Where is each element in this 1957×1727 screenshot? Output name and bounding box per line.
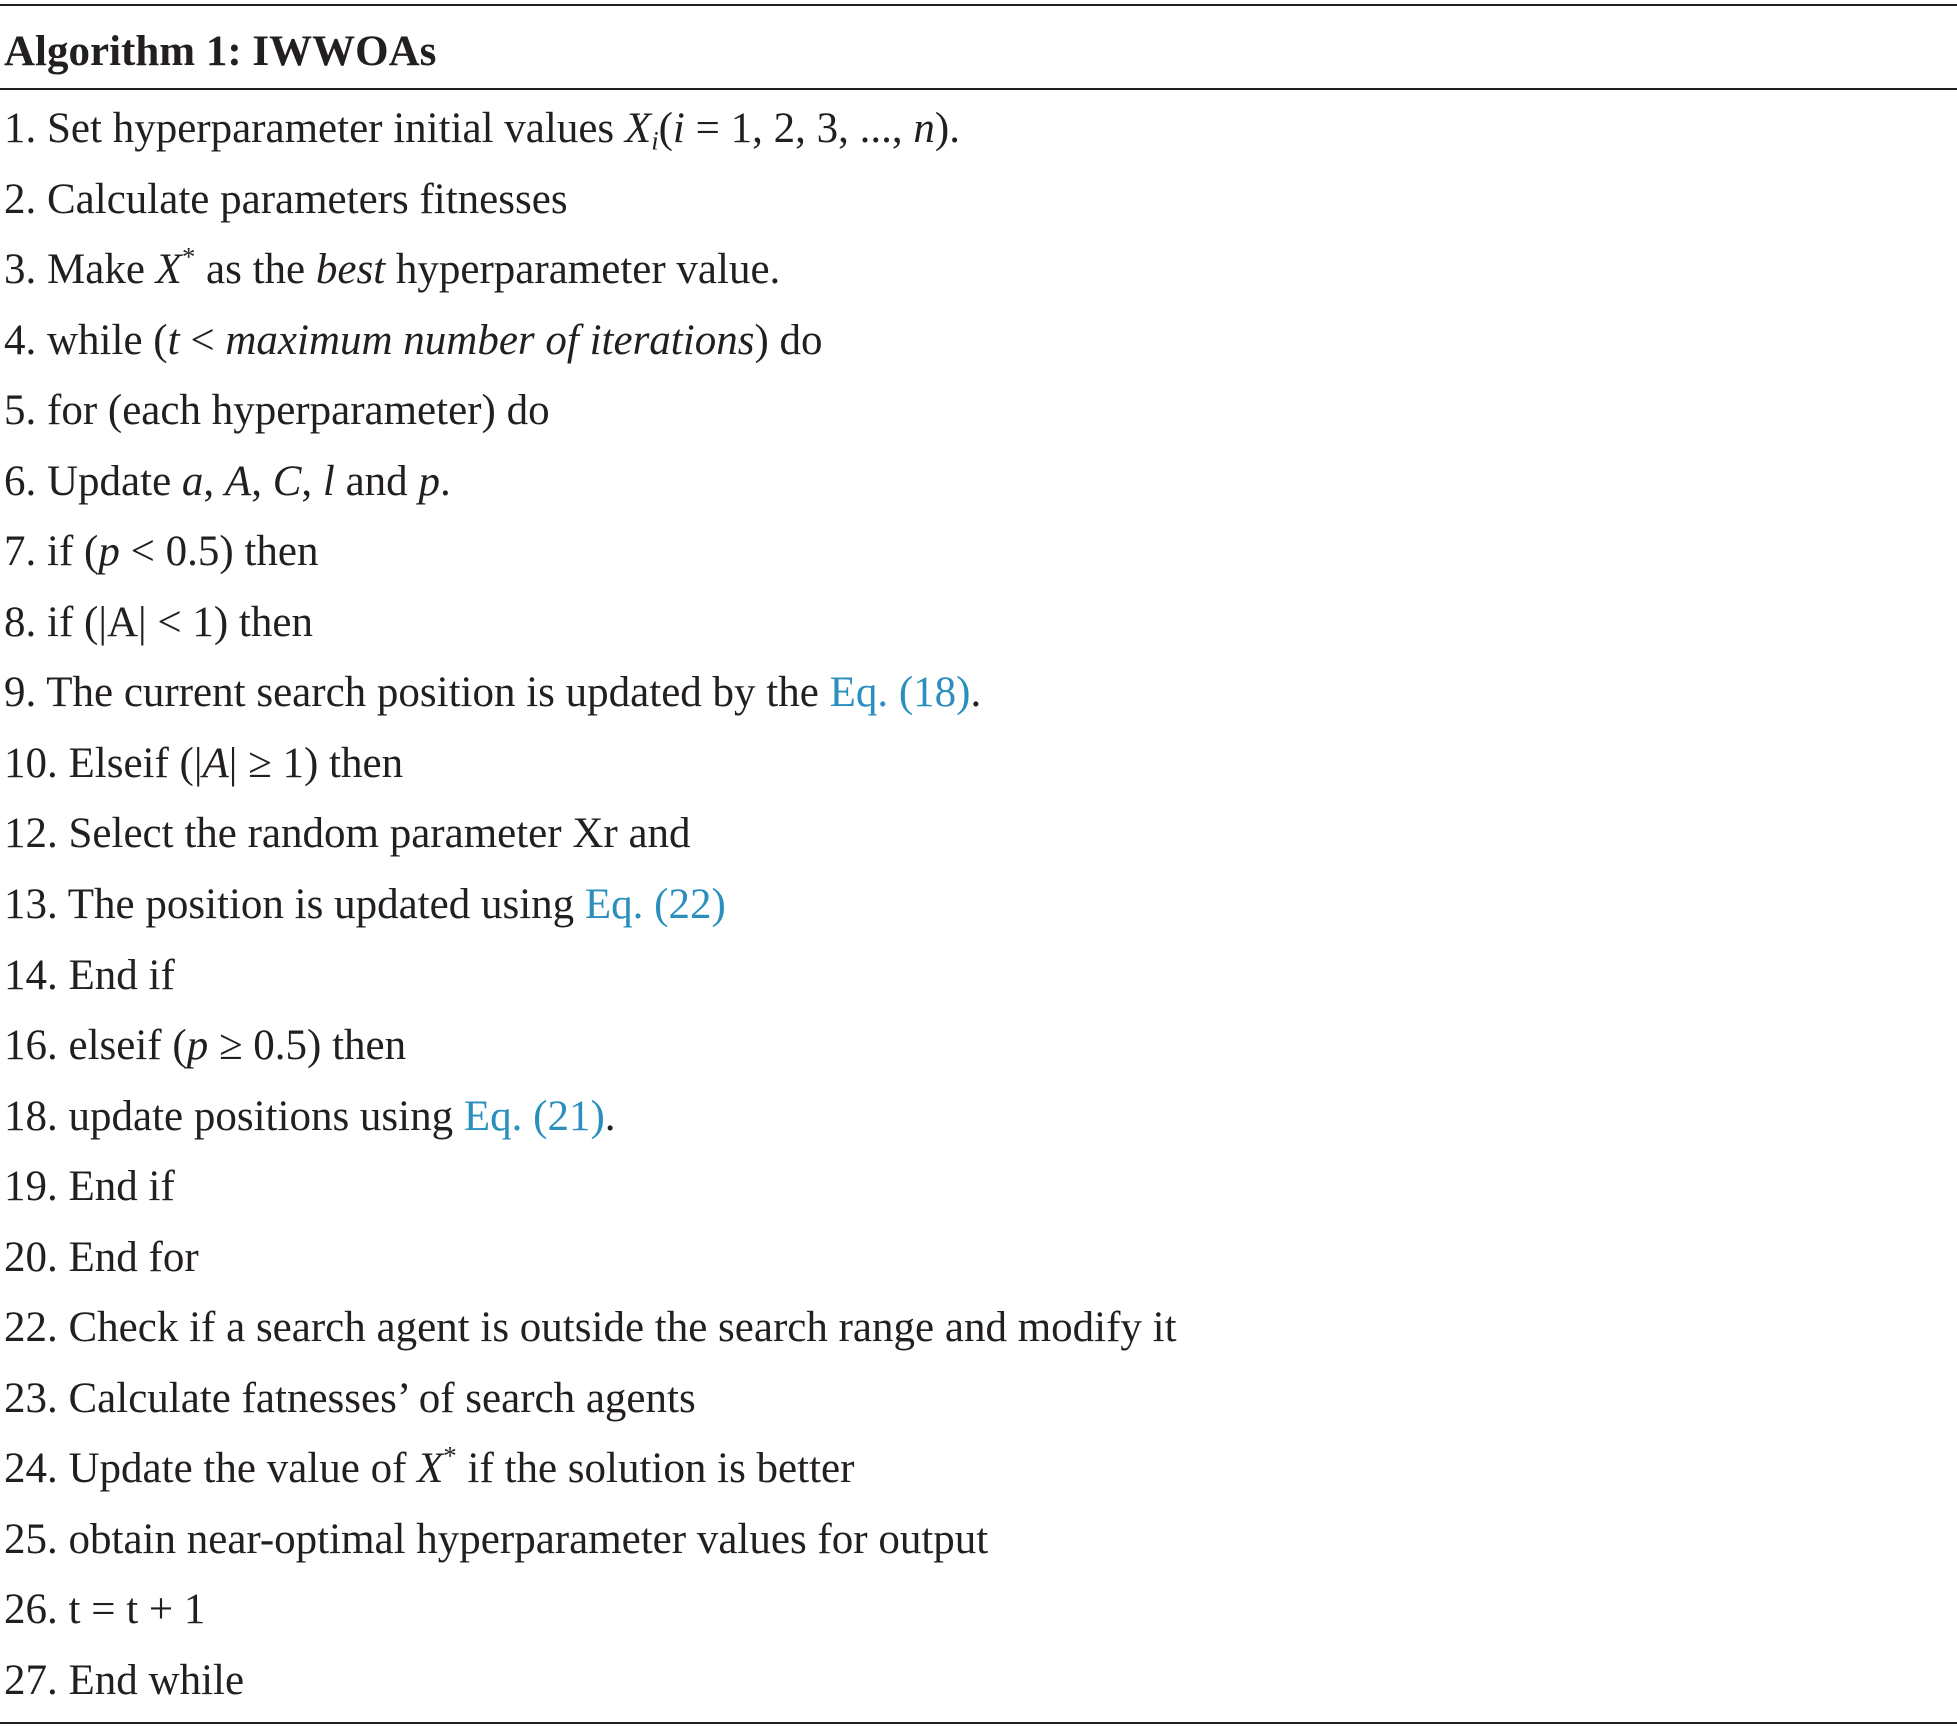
step-text: Set hyperparameter initial values — [47, 105, 625, 152]
step-text: Elseif (| — [68, 739, 203, 787]
step-text: Calculate fatnesses’ of search agents — [68, 1374, 696, 1422]
step-number: 14. — [4, 951, 58, 999]
step-number: 24. — [4, 1445, 58, 1493]
step-text: . — [604, 1092, 616, 1140]
math-italic: i — [672, 105, 685, 152]
math-italic: X — [624, 105, 652, 152]
step-text: The position is updated using — [67, 881, 585, 929]
equation-link[interactable]: Eq. (21) — [463, 1092, 605, 1140]
algorithm-step — [4, 806, 1177, 877]
math-italic: A — [202, 739, 229, 787]
step-text: Update the value of — [68, 1445, 418, 1493]
algorithm-step — [4, 736, 1177, 807]
algorithm-step — [4, 595, 1177, 666]
step-number: 13. — [4, 881, 58, 929]
algorithm-step — [4, 1371, 1177, 1442]
step-text: < 0.5) then — [119, 528, 319, 576]
step-text: t = t + 1 — [68, 1586, 206, 1634]
step-number: 9. — [4, 669, 37, 717]
step-text: . — [439, 457, 451, 505]
math-italic: n — [913, 105, 935, 152]
top-rule — [0, 4, 1957, 6]
step-text: and — [334, 457, 419, 505]
math-italic: X — [417, 1445, 444, 1493]
algorithm-step — [4, 1512, 1177, 1583]
step-number: 12. — [4, 810, 58, 858]
step-number: 23. — [4, 1374, 58, 1422]
step-number: 26. — [4, 1586, 58, 1634]
math-italic: p — [98, 528, 120, 576]
step-text: , — [251, 457, 273, 505]
algorithm-title: Algorithm 1: IWWOAs — [4, 28, 437, 75]
step-text: if ( — [47, 528, 99, 576]
step-text: hyperparameter value. — [385, 246, 781, 294]
bottom-rule — [0, 1722, 1957, 1724]
equation-link[interactable]: Eq. (22) — [584, 881, 726, 929]
step-text: = 1, 2, 3, ..., — [684, 105, 914, 152]
header-rule — [0, 88, 1957, 90]
step-number: 20. — [4, 1233, 58, 1281]
step-text: Select the random parameter Xr and — [68, 810, 691, 858]
step-text: obtain near-optimal hyperparameter values for output — [68, 1515, 989, 1563]
step-number: 27. — [4, 1657, 58, 1705]
step-text: Make — [47, 246, 156, 294]
algorithm-step — [4, 1159, 1177, 1230]
step-text: < — [179, 316, 226, 364]
step-text: while ( — [47, 316, 168, 364]
math-superscript: * — [181, 241, 196, 272]
math-italic: C — [272, 457, 302, 505]
step-text: ). — [934, 105, 960, 152]
math-italic: maximum number of iterations — [225, 316, 755, 364]
step-text: , — [301, 457, 323, 505]
algorithm-step — [4, 1441, 1177, 1512]
math-italic: t — [167, 316, 180, 364]
math-superscript: * — [443, 1441, 457, 1472]
step-number: 3. — [4, 246, 37, 294]
step-number: 22. — [4, 1304, 58, 1352]
step-number: 18. — [4, 1092, 58, 1140]
math-italic: l — [322, 457, 335, 505]
step-text: The current search position is updated by the — [46, 669, 830, 717]
step-number: 6. — [4, 457, 37, 505]
step-number: 2. — [4, 175, 37, 223]
step-text: elseif ( — [68, 1022, 187, 1070]
algorithm-steps — [4, 101, 1177, 1724]
step-text: for (each hyperparameter) do — [47, 387, 550, 435]
algorithm-step — [4, 1018, 1177, 1089]
algorithm-step — [4, 524, 1177, 595]
step-text: , — [203, 457, 225, 505]
algorithm-step — [4, 948, 1177, 1019]
step-text: Calculate parameters fitnesses — [47, 175, 568, 223]
step-number: 7. — [4, 528, 37, 576]
step-text: as the — [195, 246, 316, 294]
algorithm-step — [4, 1230, 1177, 1301]
math-italic: p — [418, 457, 440, 505]
step-number: 25. — [4, 1515, 58, 1563]
step-text: Check if a search agent is outside the search range and modify it — [68, 1304, 1177, 1352]
math-italic: a — [181, 457, 204, 505]
algorithm-step — [4, 877, 1177, 948]
step-text: End for — [68, 1233, 199, 1281]
step-number: 5. — [4, 387, 37, 435]
step-text: ≥ 0.5) then — [208, 1022, 407, 1070]
step-text: if the solution is better — [456, 1445, 855, 1493]
algorithm-step — [4, 1300, 1177, 1371]
math-subscript: i — [651, 125, 659, 156]
math-italic: p — [186, 1022, 209, 1070]
step-number: 1. — [4, 105, 37, 152]
step-number: 16. — [4, 1022, 58, 1070]
algorithm-step — [4, 1582, 1177, 1653]
step-text: End if — [68, 1163, 175, 1211]
algorithm-step — [4, 1653, 1177, 1724]
step-number: 8. — [4, 598, 37, 646]
step-number: 19. — [4, 1163, 58, 1211]
math-italic: A — [224, 457, 252, 505]
step-text: . — [970, 669, 982, 717]
step-text: | ≥ 1) then — [228, 739, 404, 787]
algorithm-step — [4, 242, 1177, 313]
step-text: End if — [68, 951, 175, 999]
step-text: Update — [47, 457, 182, 505]
algorithm-step — [4, 1089, 1177, 1160]
equation-link[interactable]: Eq. (18) — [829, 669, 971, 717]
step-number: 4. — [4, 316, 37, 364]
algorithm-step — [4, 172, 1177, 243]
algorithm-step — [4, 101, 1177, 172]
step-text: End while — [68, 1657, 245, 1705]
algorithm-step — [4, 383, 1177, 454]
step-number: 10. — [4, 739, 58, 787]
algorithm-step — [4, 454, 1177, 525]
math-italic: X — [155, 246, 182, 294]
algorithm-step — [4, 313, 1177, 384]
step-text: ( — [658, 105, 673, 152]
step-text: update positions using — [68, 1092, 464, 1140]
math-italic: best — [315, 246, 386, 294]
step-text: ) do — [754, 316, 823, 364]
step-text: if (|A| < 1) then — [47, 598, 313, 646]
algorithm-step — [4, 665, 1177, 736]
